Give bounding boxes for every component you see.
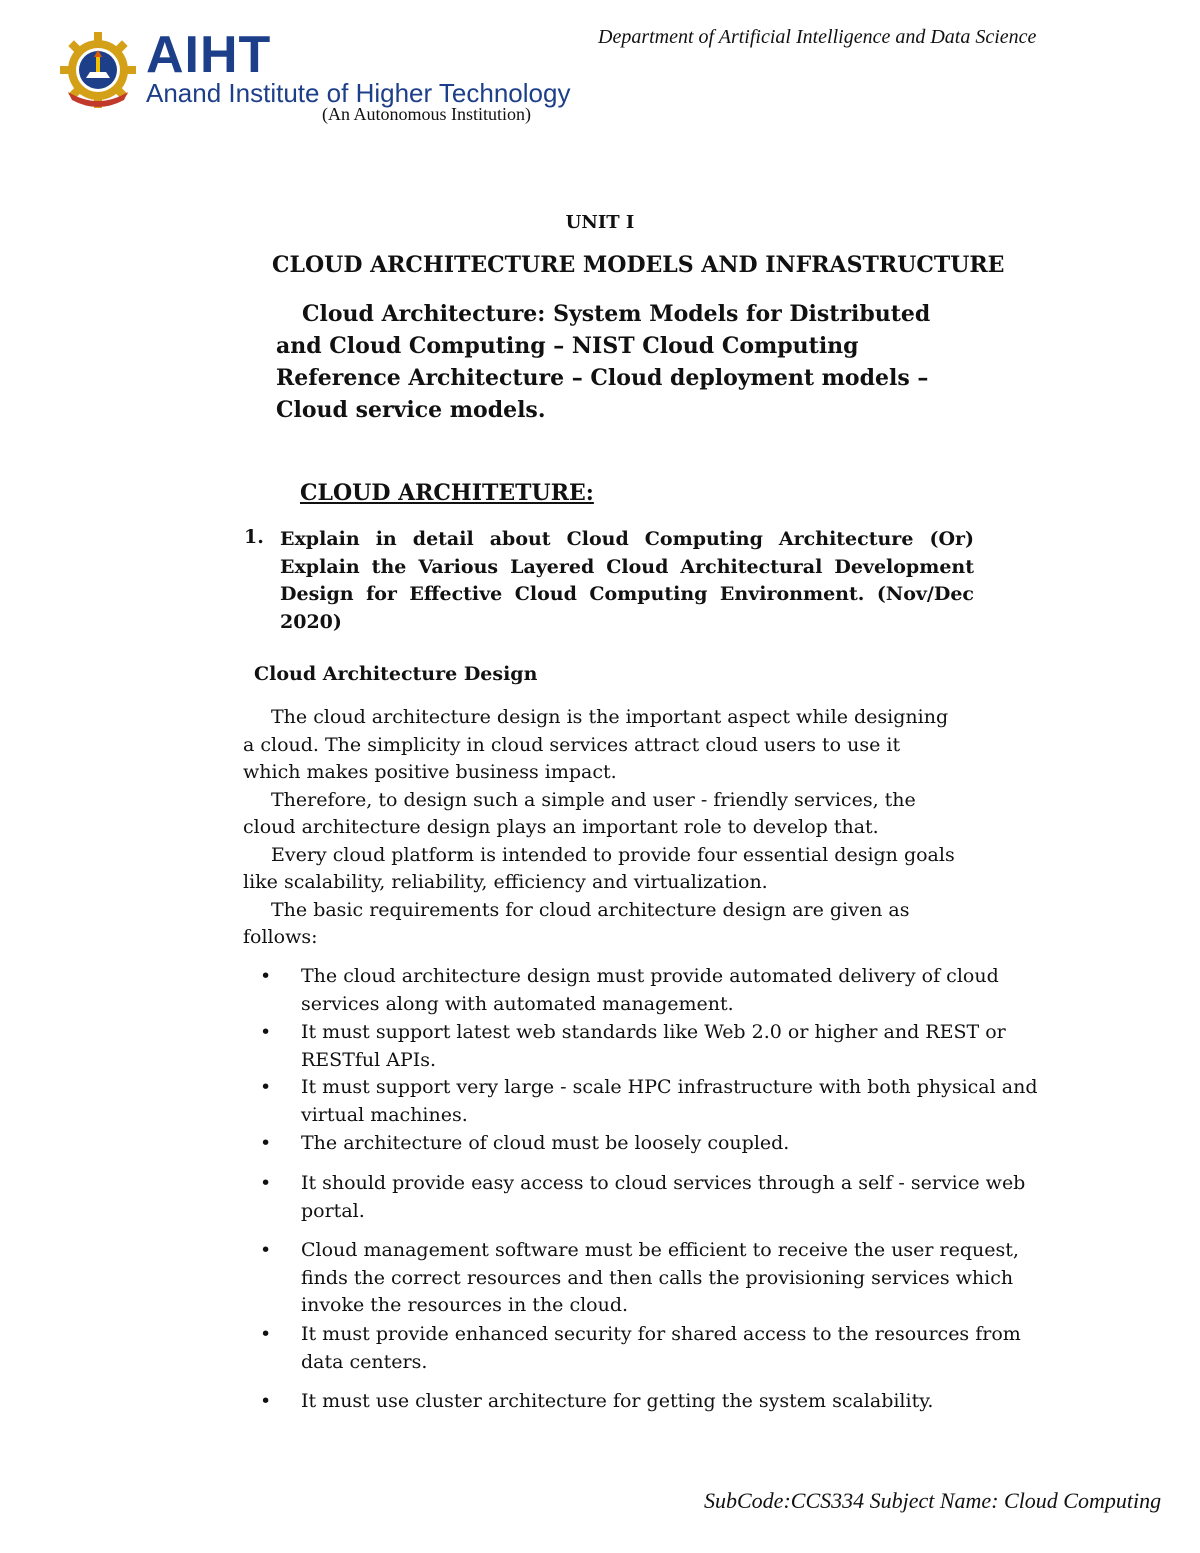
- bullet-icon: •: [260, 1132, 272, 1154]
- logo-abbreviation: AIHT: [146, 26, 272, 84]
- bullet-icon: •: [260, 965, 272, 987]
- paragraph: The basic requirements for cloud architecture design are given as follows:: [243, 898, 910, 948]
- list-item-text: It must use cluster architecture for getting the system scalability.: [301, 1390, 934, 1412]
- paragraph: The cloud architecture design is the important aspect while designing a cloud. The simplicity in cloud services attract cloud users to use it which makes positive business impact.: [243, 706, 949, 783]
- section-heading: CLOUD ARCHITETURE:: [300, 480, 594, 506]
- bullet-icon: •: [260, 1390, 272, 1412]
- question-number: 1.: [244, 526, 264, 548]
- bullet-icon: •: [260, 1323, 272, 1345]
- list-item-text: It must provide enhanced security for shared access to the resources from data centers.: [301, 1323, 1021, 1373]
- list-item-text: It should provide easy access to cloud services through a self - service web portal.: [301, 1172, 1026, 1222]
- paragraph: Every cloud platform is intended to provide four essential design goals like scalability, reliability, efficiency and virtualization.: [243, 843, 955, 893]
- list-item-text: It must support latest web standards like Web 2.0 or higher and REST or RESTful APIs.: [301, 1021, 1006, 1071]
- page-footer: SubCode:CCS334 Subject Name: Cloud Computing: [704, 1488, 1162, 1513]
- bullet-icon: •: [260, 1239, 272, 1261]
- unit-topics: Cloud Architecture: System Models for Distributed and Cloud Computing – NIST Cloud Computing Reference Architecture – Cloud deployment models – Cloud service models.: [276, 301, 931, 423]
- institute-logo: [58, 26, 598, 126]
- bullet-icon: •: [260, 1021, 272, 1043]
- list-item-text: It must support very large - scale HPC infrastructure with both physical and virtual machines.: [301, 1076, 1038, 1126]
- body-paragraphs: [243, 704, 963, 952]
- unit-label: UNIT I: [565, 212, 635, 233]
- department-header: Department of Artificial Intelligence and Data Science: [598, 26, 1037, 48]
- institute-name: Anand Institute of Higher Technology: [146, 78, 571, 108]
- list-item-text: The architecture of cloud must be loosely coupled.: [301, 1132, 790, 1154]
- bullet-icon: •: [260, 1172, 272, 1194]
- paragraph: Therefore, to design such a simple and user - friendly services, the cloud architecture design plays an important role to develop that.: [243, 788, 916, 838]
- autonomous-label: (An Autonomous Institution): [322, 104, 532, 124]
- gear-emblem-icon: [58, 30, 138, 110]
- question-text: Explain in detail about Cloud Computing Architecture (Or) Explain the Various Layered Cloud Architectural Development Design for Effective Cloud Computing Environment. (Nov/Dec 2020): [280, 528, 974, 633]
- list-item-text: The cloud architecture design must provide automated delivery of cloud services along with automated management.: [301, 965, 999, 1015]
- subheading: Cloud Architecture Design: [254, 663, 538, 685]
- unit-title: CLOUD ARCHITECTURE MODELS AND INFRASTRUCTURE: [272, 252, 1005, 278]
- bullet-icon: •: [260, 1076, 272, 1098]
- list-item-text: Cloud management software must be efficient to receive the user request, finds the correct resources and then calls the provisioning services which invoke the resources in the cloud.: [301, 1239, 1019, 1316]
